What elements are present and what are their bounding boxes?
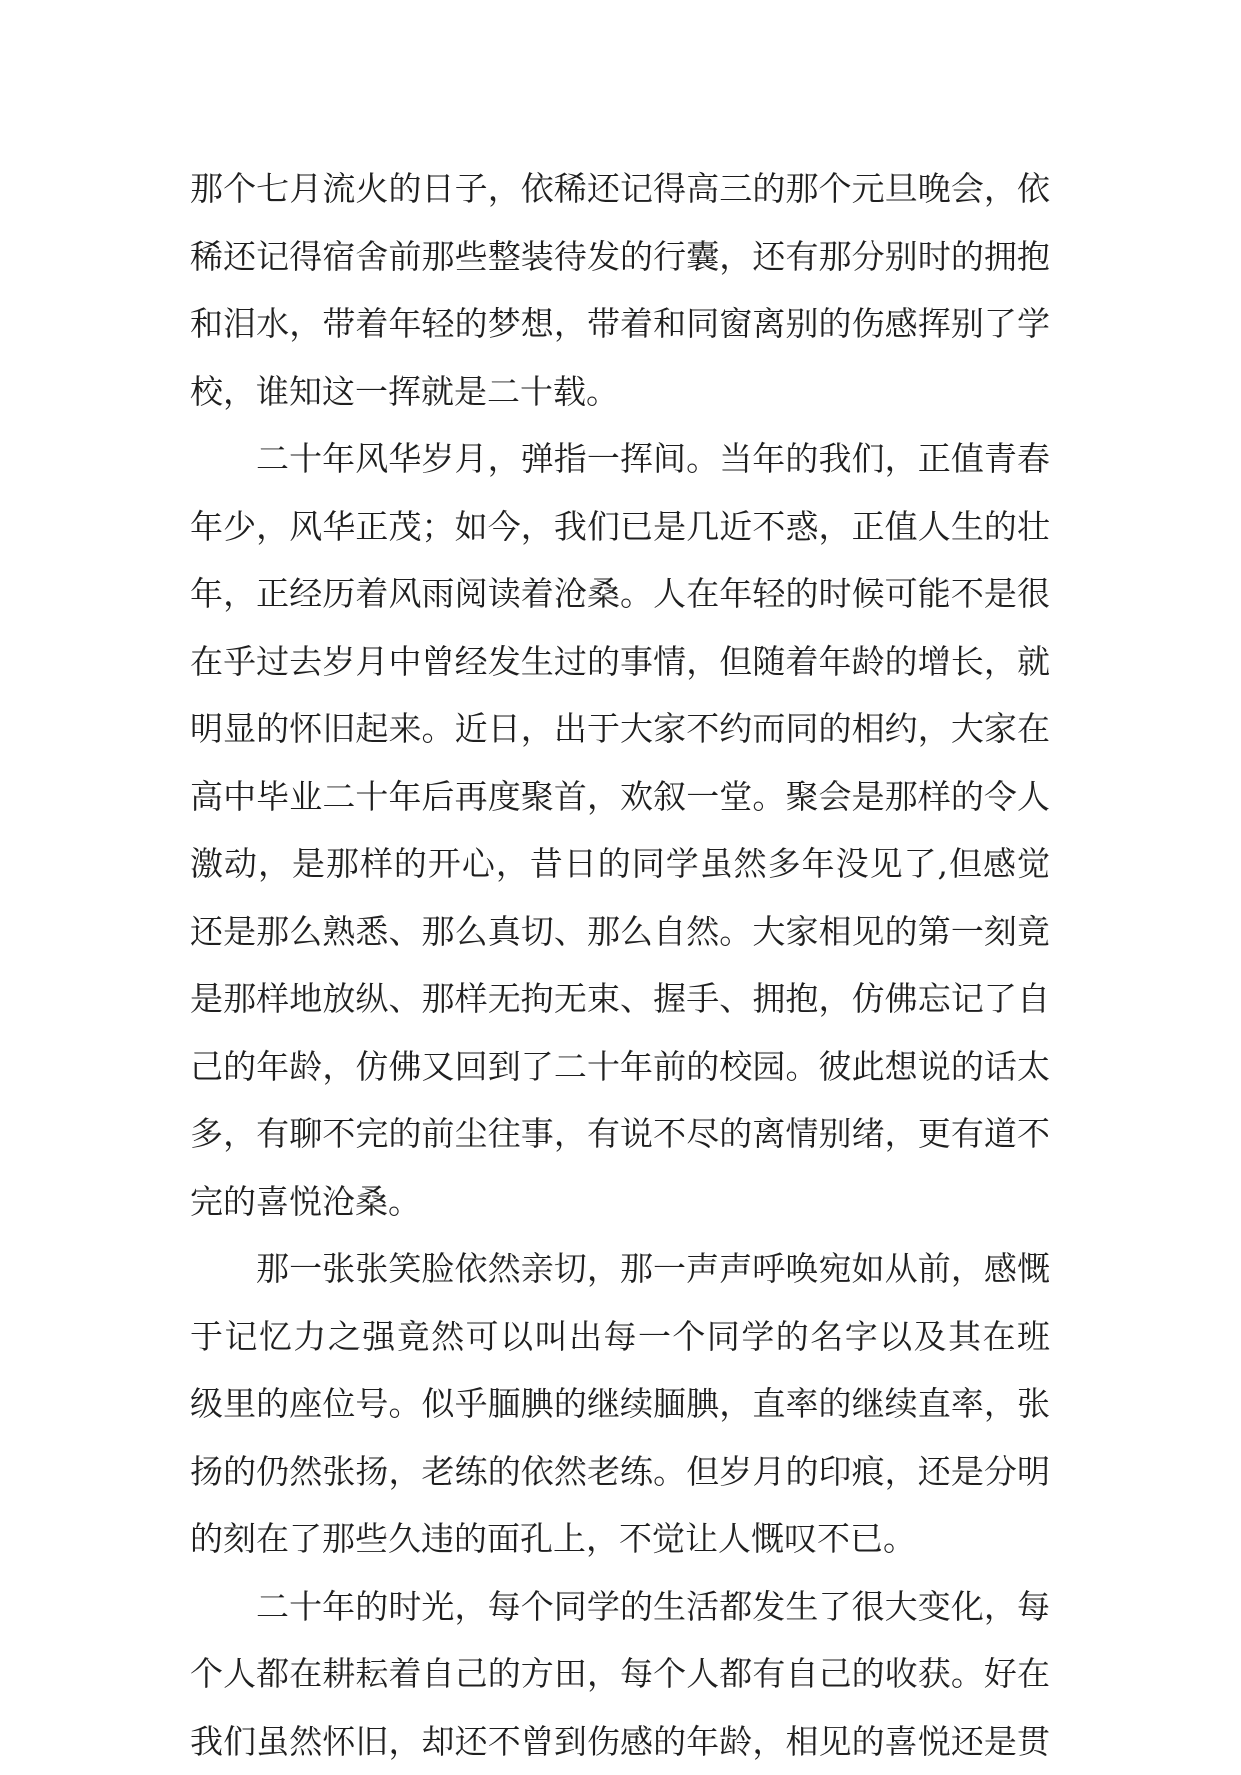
text-line: 我们虽然怀旧，却还不曾到伤感的年龄，相见的喜悦还是贯 (190, 1708, 1050, 1775)
text-line: 是那样地放纵、那样无拘无束、握手、拥抱，仿佛忘记了自 (190, 965, 1050, 1033)
text-line: 年，正经历着风雨阅读着沧桑。人在年轻的时候可能不是很 (190, 560, 1050, 628)
text-line: 稀还记得宿舍前那些整装待发的行囊，还有那分别时的拥抱 (190, 223, 1050, 291)
text-line: 在乎过去岁月中曾经发生过的事情，但随着年龄的增长，就 (190, 628, 1050, 696)
text-line: 于记忆力之强竟然可以叫出每一个同学的名字以及其在班 (190, 1303, 1050, 1371)
text-line: 年少，风华正茂；如今，我们已是几近不惑，正值人生的壮 (190, 493, 1050, 561)
text-line: 那个七月流火的日子，依稀还记得高三的那个元旦晚会，依 (190, 155, 1050, 223)
text-line: 那一张张笑脸依然亲切，那一声声呼唤宛如从前，感慨 (190, 1235, 1050, 1303)
text-line: 激动，是那样的开心，昔日的同学虽然多年没见了,但感觉 (190, 830, 1050, 898)
text-line: 高中毕业二十年后再度聚首，欢叙一堂。聚会是那样的令人 (190, 763, 1050, 831)
text-line: 完的喜悦沧桑。 (190, 1168, 1050, 1236)
text-line: 和泪水，带着年轻的梦想，带着和同窗离别的伤感挥别了学 (190, 290, 1050, 358)
text-line: 多，有聊不完的前尘往事，有说不尽的离情别绪，更有道不 (190, 1100, 1050, 1168)
text-line: 二十年的时光，每个同学的生活都发生了很大变化，每 (190, 1573, 1050, 1641)
text-line: 还是那么熟悉、那么真切、那么自然。大家相见的第一刻竟 (190, 898, 1050, 966)
text-line: 的刻在了那些久违的面孔上，不觉让人慨叹不已。 (190, 1505, 1050, 1573)
text-line: 个人都在耕耘着自己的方田，每个人都有自己的收获。好在 (190, 1640, 1050, 1708)
paragraph (190, 1573, 1050, 1775)
text-line: 己的年龄，仿佛又回到了二十年前的校园。彼此想说的话太 (190, 1033, 1050, 1101)
paragraph (190, 1235, 1050, 1573)
text-line: 明显的怀旧起来。近日，出于大家不约而同的相约，大家在 (190, 695, 1050, 763)
paragraph (190, 155, 1050, 425)
text-line: 级里的座位号。似乎腼腆的继续腼腆，直率的继续直率，张 (190, 1370, 1050, 1438)
text-line: 扬的仍然张扬，老练的依然老练。但岁月的印痕，还是分明 (190, 1438, 1050, 1506)
text-line: 二十年风华岁月，弹指一挥间。当年的我们，正值青春 (190, 425, 1050, 493)
text-line: 校，谁知这一挥就是二十载。 (190, 358, 1050, 426)
document-page (190, 155, 1050, 1775)
paragraph (190, 425, 1050, 1235)
